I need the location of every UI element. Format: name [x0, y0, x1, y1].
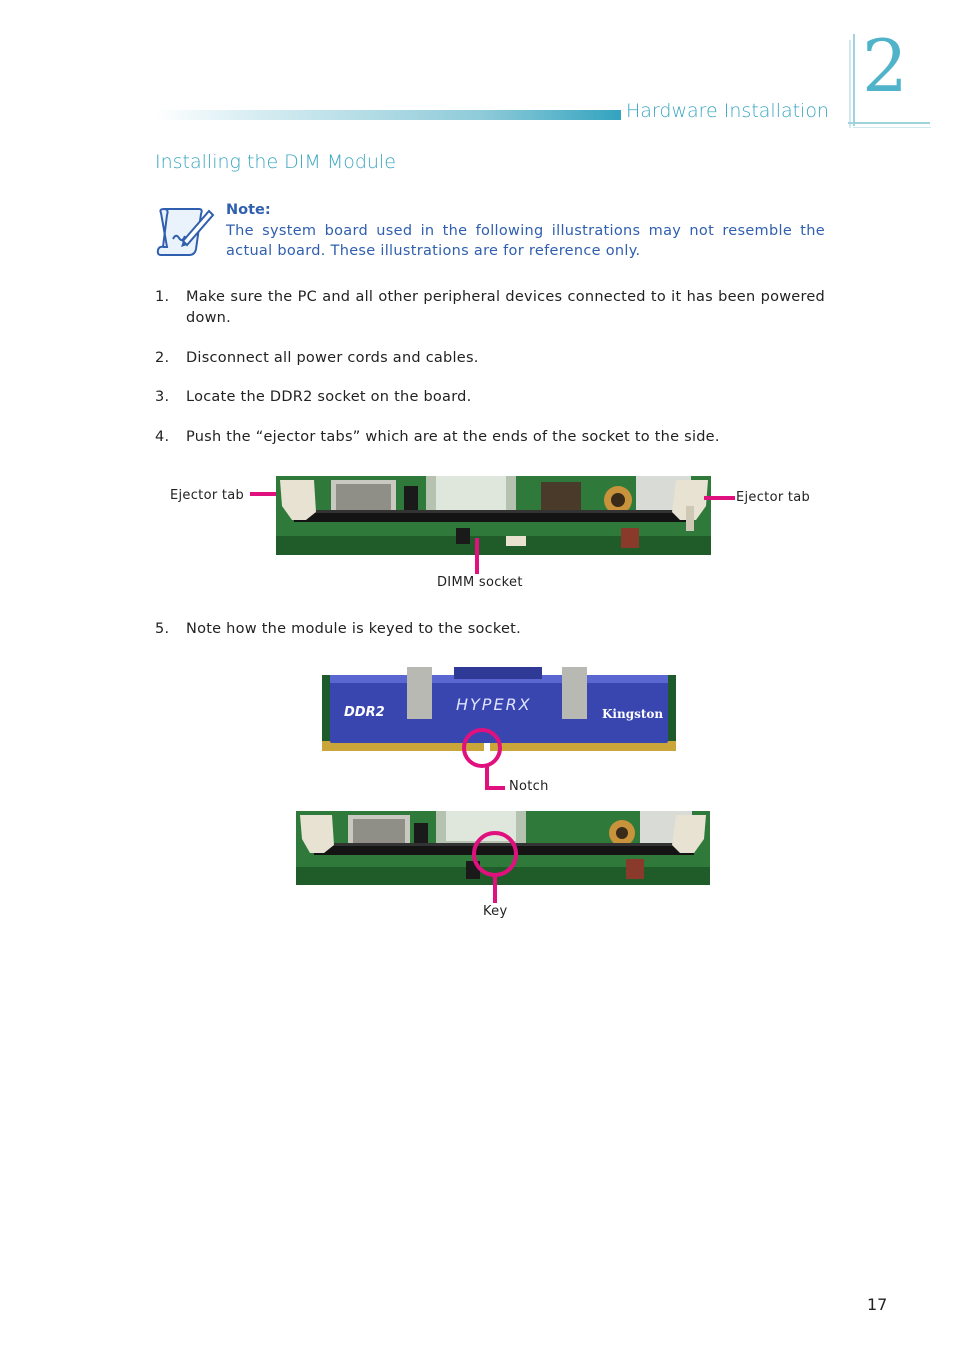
list-item	[155, 387, 825, 408]
dimm-socket-label: DIMM socket	[437, 575, 523, 590]
callout-line	[493, 875, 497, 903]
step-text: Locate the DDR2 socket on the board.	[186, 389, 472, 405]
list-item	[155, 348, 825, 369]
callout-line	[704, 496, 735, 500]
step-number: 4.	[155, 429, 170, 445]
ddr2-logo: DDR2	[344, 705, 385, 720]
step-text: Note how the module is keyed to the socket.	[186, 621, 521, 637]
notch-label: Notch	[509, 779, 549, 794]
motherboard-dimm-photo	[276, 476, 711, 555]
hyperx-logo: HYPERX	[456, 695, 532, 714]
step-number: 1.	[155, 289, 170, 305]
list-item	[155, 287, 825, 331]
step-number: 2.	[155, 350, 170, 366]
step-text: Make sure the PC and all other peripheral devices connected to it has been powered down.	[186, 289, 825, 326]
notch-highlight-circle	[462, 728, 502, 768]
key-label: Key	[483, 904, 508, 919]
chapter-frame-decoration	[853, 127, 931, 128]
page-number: 17	[867, 1295, 888, 1314]
header-rule	[155, 110, 621, 120]
ejector-tab-right-label: Ejector tab	[736, 490, 811, 505]
list-item	[155, 427, 825, 448]
step-text: Disconnect all power cords and cables.	[186, 350, 479, 366]
chapter-frame-decoration	[848, 122, 930, 124]
step-number: 5.	[155, 621, 170, 637]
chapter-frame-decoration	[853, 34, 855, 126]
list-item	[155, 619, 825, 640]
callout-line	[250, 492, 277, 496]
running-header-title: Hardware Installation	[626, 100, 830, 122]
note-text: The system board used in the following illustrations may not resemble the actual board. These illustrations are for reference only.	[226, 223, 825, 259]
kingston-logo: Kingston	[602, 707, 664, 721]
step-number: 3.	[155, 389, 170, 405]
key-highlight-circle	[472, 831, 518, 877]
callout-line	[475, 538, 479, 574]
ejector-tab-left-label: Ejector tab	[170, 488, 245, 503]
section-title: Installing the DIM Module	[155, 151, 396, 173]
chapter-number: 2	[862, 24, 908, 108]
step-text: Push the “ejector tabs” which are at the ends of the socket to the side.	[186, 429, 720, 445]
chapter-frame-decoration	[849, 40, 851, 128]
callout-line	[485, 786, 505, 790]
note-heading: Note:	[226, 202, 271, 218]
note-scroll-pen-icon	[155, 203, 217, 261]
